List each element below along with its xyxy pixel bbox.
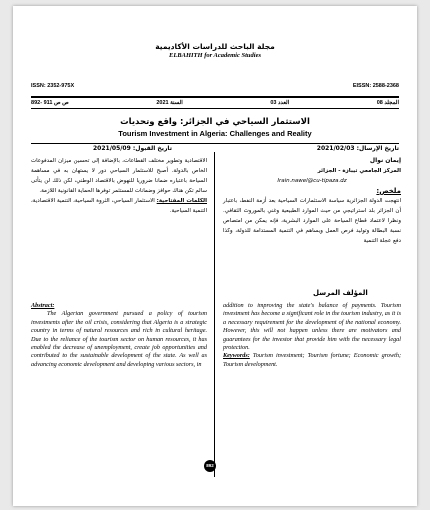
abstract-ar-text-cont: الاقتصادية وتطوير مختلف القطاعات، بالإضافة إلى تحسين ميزان المدفوعات الخاص بالدولة. أصبح للاستثمار السياحي دور لا يستهان به في مساهمة السياحة باعتباره ضمانا ضروريا للنهوض بالاقتصاد الوطني، لكن ذلك لن يتأتى سالم تكن هناك حوافز وضمانات للمستثمر توفرها الحماية القانونية اللازمة. bbox=[31, 158, 207, 194]
column-divider bbox=[214, 152, 215, 477]
sent-date: تاريخ الإرسال: 2021/02/03 bbox=[316, 145, 399, 152]
document-page bbox=[13, 6, 417, 506]
pages-info: ص ص 911 -892 bbox=[31, 100, 69, 106]
author-email: Irain.nawel@cu-tipaza.dz bbox=[277, 178, 347, 184]
journal-title-en: ELBAHITH for Academic Studies bbox=[168, 52, 262, 59]
keywords-en-title: Keywords: bbox=[223, 352, 250, 360]
article-title-ar: الاستثمار السياحي في الجزائر: واقع وتحديات bbox=[120, 117, 310, 127]
issn-electronic: EISSN: 2588-2368 bbox=[352, 83, 399, 89]
right-column-ar bbox=[223, 156, 401, 246]
corresponding-author-heading: المؤلف المرسل bbox=[313, 289, 368, 297]
keywords-en bbox=[223, 352, 401, 369]
abstract-en-text-cont: addition to improving the state's balance of payments. Tourism investment has become a significant role in the tourism industry, as it is a necessary requirement for the development of the national economy. However, this will not happen unless there are motivators and guarantees for the investor that provide him with the necessary legal protection. bbox=[223, 302, 401, 352]
volume-info: المجلد 08 bbox=[376, 100, 399, 106]
issn-print: ISSN: 2352-975X bbox=[31, 83, 75, 89]
keywords-ar-title: الكلمات المفتاحية: bbox=[156, 198, 207, 204]
keywords-ar-list: الاستثمار السياحي، الثروة السياحية، التنمية الاقتصادية، التنمية السياحية. bbox=[31, 198, 207, 214]
author-affiliation: المركز الجامعي تيبازة - الجزائر bbox=[317, 168, 401, 174]
dates-row bbox=[31, 143, 399, 152]
abstract-en-title: Abstract: bbox=[31, 302, 55, 309]
abstract-en-text: The Algerian government pursued a policy of tourism investments after the oil crisis, considering that Algeria is a strategic country in terms of natural resources and rich in cultural heritage. Due to the reliance of the tourism sector on human resources, it has enabled the decrease of unemployment, create job opportunities and contributed to the sustainable development of the state. As well as advancing economic development and developing various sectors, in bbox=[31, 310, 207, 368]
journal-title-ar: مجلة الباحث للدراسات الأكاديمية bbox=[155, 42, 275, 51]
author-name: إيمان نوال bbox=[369, 157, 401, 164]
volume-row bbox=[31, 96, 399, 109]
article-title-en: Tourism Investment in Algeria: Challenges and Reality bbox=[118, 129, 312, 138]
abstract-ar-title: ملخص: bbox=[376, 187, 401, 195]
abstract-en-right bbox=[223, 302, 401, 369]
keywords-en-list: Tourism investment; Tourism fortune; Economic growth; Tourism development. bbox=[223, 352, 401, 368]
issue-info: العدد 03 bbox=[270, 100, 290, 106]
abstract-ar-text: انتهجت الدولة الجزائرية سياسة الاستثمارات السياحية بعد أزمة النفط، باعتبار أن الجزائر بلد استراتيجي من حيث الموارد الطبيعية وغني بالموروث الثقافي. ونظرا لاعتماد قطاع السياحة على الموارد البشرية، فإنه يمكن من امتصاص نسبة البطالة وتوليد فرص العمل ويساهم في التنمية المستدامة للدولة، وكذا دفع عجلة التنمية bbox=[223, 198, 401, 244]
year-info: السنة 2021 bbox=[156, 100, 183, 106]
left-column-ar bbox=[31, 156, 207, 216]
accepted-date: تاريخ القبول: 2021/05/09 bbox=[93, 145, 172, 152]
page-number: 892 bbox=[204, 460, 216, 472]
abstract-en-left bbox=[31, 302, 207, 369]
keywords-ar bbox=[31, 196, 207, 216]
